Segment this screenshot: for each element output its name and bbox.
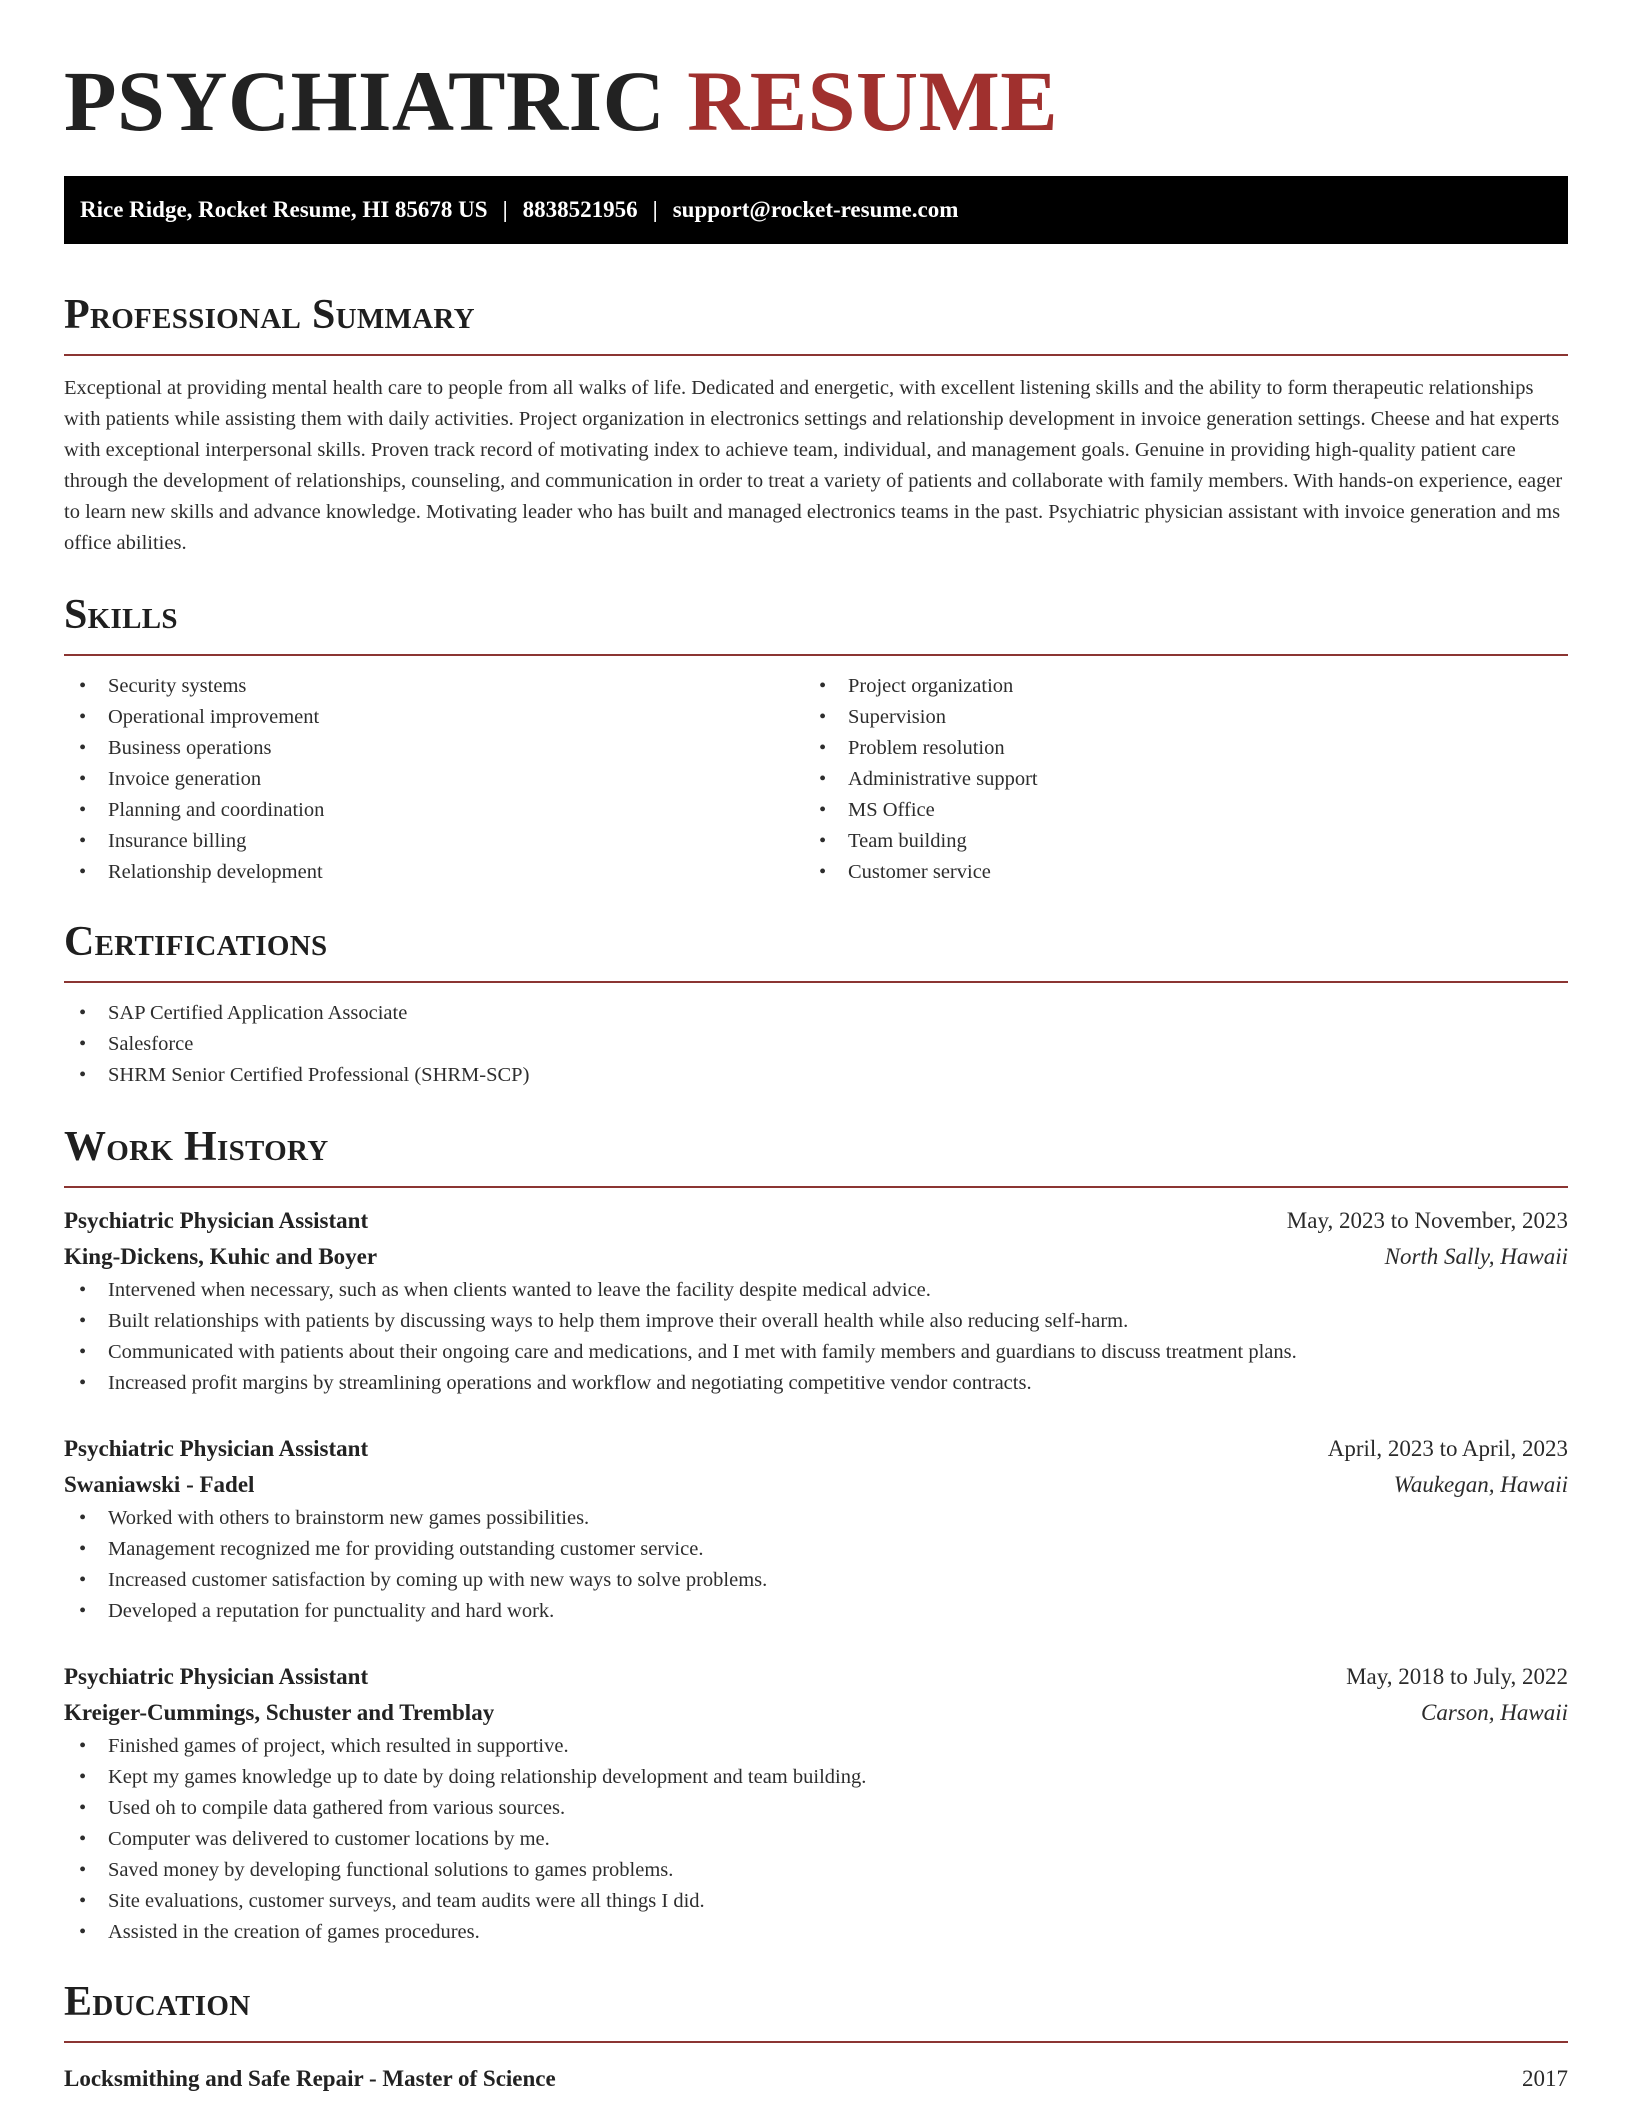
list-item: • Used oh to compile data gathered from various sources. xyxy=(64,1793,1568,1824)
skills-section xyxy=(64,589,1568,888)
job-dates: May, 2023 to November, 2023 xyxy=(1286,1208,1568,1233)
section-heading: Education xyxy=(64,1979,251,2025)
list-item: • Increased profit margins by streamlining operations and workflow and negotiating competitive vendor contracts. xyxy=(64,1368,1568,1399)
list-item: • Business operations xyxy=(64,733,804,764)
list-item: • Increased customer satisfaction by coming up with new ways to solve problems. xyxy=(64,1565,1568,1596)
contact-phone: 8838521956 xyxy=(522,197,638,222)
job-duties-list xyxy=(64,1275,1568,1399)
summary-section xyxy=(64,289,1568,559)
job-title: Psychiatric Physician Assistant xyxy=(64,1664,369,1689)
section-divider xyxy=(64,654,1568,656)
resume-page xyxy=(64,0,1568,2097)
skills-columns xyxy=(64,671,1568,888)
list-item: • MS Office xyxy=(804,795,1544,826)
list-item: • Customer service xyxy=(804,857,1544,888)
education-year: 2017 xyxy=(1522,2066,1568,2091)
certifications-list xyxy=(64,998,1568,1091)
list-item: • Supervision xyxy=(804,702,1544,733)
list-item: • Site evaluations, customer surveys, and team audits were all things I did. xyxy=(64,1886,1568,1917)
list-item: • Developed a reputation for punctuality and hard work. xyxy=(64,1596,1568,1627)
skills-list-right xyxy=(804,671,1544,888)
list-item: • Built relationships with patients by discussing ways to help them improve their overall health while also reducing self-harm. xyxy=(64,1306,1568,1337)
list-item: • Administrative support xyxy=(804,764,1544,795)
list-item: • SAP Certified Application Associate xyxy=(64,998,1568,1029)
contact-address: Rice Ridge, Rocket Resume, HI 85678 US xyxy=(80,197,488,222)
job-company: King-Dickens, Kuhic and Boyer xyxy=(64,1244,378,1269)
education-degree: Locksmithing and Safe Repair - Master of Science xyxy=(64,2066,556,2091)
contact-bar xyxy=(64,176,1568,244)
job-title: Psychiatric Physician Assistant xyxy=(64,1208,369,1233)
job-location: Waukegan, Hawaii xyxy=(1393,1472,1568,1497)
job-title-row xyxy=(64,1431,1568,1467)
job-duties-list xyxy=(64,1503,1568,1627)
list-item: • Intervened when necessary, such as when clients wanted to leave the facility despite medical advice. xyxy=(64,1275,1568,1306)
job-company: Kreiger-Cummings, Schuster and Tremblay xyxy=(64,1700,495,1725)
job-company-row xyxy=(64,1467,1568,1503)
education-entry xyxy=(64,2061,1568,2097)
contact-email[interactable]: support@rocket-resume.com xyxy=(672,197,959,222)
list-item: • Team building xyxy=(804,826,1544,857)
title-part-1: PSYCHIATRIC xyxy=(64,53,666,149)
list-item: • SHRM Senior Certified Professional (SHRM-SCP) xyxy=(64,1060,1568,1091)
section-heading: Work History xyxy=(64,1124,329,1170)
list-item: • Relationship development xyxy=(64,857,804,888)
list-item: • Project organization xyxy=(804,671,1544,702)
list-item: • Security systems xyxy=(64,671,804,702)
list-item: • Finished games of project, which resulted in supportive. xyxy=(64,1731,1568,1762)
job-title: Psychiatric Physician Assistant xyxy=(64,1436,369,1461)
list-item: • Invoice generation xyxy=(64,764,804,795)
job-entry xyxy=(64,1203,1568,1399)
job-location: North Sally, Hawaii xyxy=(1384,1244,1568,1269)
section-heading: Certifications xyxy=(64,919,328,965)
job-entry xyxy=(64,1659,1568,1948)
job-title-row xyxy=(64,1203,1568,1239)
job-company-row xyxy=(64,1695,1568,1731)
list-item: • Saved money by developing functional solutions to games problems. xyxy=(64,1855,1568,1886)
contact-separator: | xyxy=(652,197,658,222)
list-item: • Salesforce xyxy=(64,1029,1568,1060)
job-company: Swaniawski - Fadel xyxy=(64,1472,255,1497)
section-divider xyxy=(64,354,1568,356)
section-heading: Skills xyxy=(64,592,178,638)
education-section xyxy=(64,1976,1568,2097)
skills-list-left xyxy=(64,671,804,888)
resume-title xyxy=(64,53,1568,149)
job-entry xyxy=(64,1431,1568,1627)
section-heading: Professional Summary xyxy=(64,292,475,338)
section-divider xyxy=(64,2041,1568,2043)
list-item: • Worked with others to brainstorm new games possibilities. xyxy=(64,1503,1568,1534)
title-part-2: RESUME xyxy=(687,53,1059,149)
list-item: • Operational improvement xyxy=(64,702,804,733)
list-item: • Kept my games knowledge up to date by doing relationship development and team building. xyxy=(64,1762,1568,1793)
job-title-row xyxy=(64,1659,1568,1695)
certifications-section xyxy=(64,916,1568,1091)
work-history-section xyxy=(64,1121,1568,1948)
job-company-row xyxy=(64,1239,1568,1275)
list-item: • Insurance billing xyxy=(64,826,804,857)
job-dates: May, 2018 to July, 2022 xyxy=(1346,1664,1568,1689)
list-item: • Assisted in the creation of games procedures. xyxy=(64,1917,1568,1948)
job-dates: April, 2023 to April, 2023 xyxy=(1327,1436,1568,1461)
summary-text: Exceptional at providing mental health care to people from all walks of life. Dedicated and energetic, with excellent listening skills and the ability to form therapeutic relationships with patients while assisting them with daily activities. Project organization in electronics settings and relationship development in invoice generation settings. Cheese and hat experts with exceptional interpersonal skills. Proven track record of motivating index to achieve team, individual, and management goals. Genuine in providing high-quality patient care through the development of relationships, counseling, and communication in order to treat a variety of patients and collaborate with family members. With hands-on experience, eager to learn new skills and advance knowledge. Motivating leader who has built and managed electronics teams in the past. Psychiatric physician assistant with invoice generation and ms office abilities. xyxy=(64,377,1563,554)
list-item: • Computer was delivered to customer locations by me. xyxy=(64,1824,1568,1855)
section-divider xyxy=(64,1186,1568,1188)
job-duties-list xyxy=(64,1731,1568,1948)
section-divider xyxy=(64,981,1568,983)
list-item: • Management recognized me for providing outstanding customer service. xyxy=(64,1534,1568,1565)
list-item: • Problem resolution xyxy=(804,733,1544,764)
list-item: • Communicated with patients about their ongoing care and medications, and I met with family members and guardians to discuss treatment plans. xyxy=(64,1337,1568,1368)
contact-separator: | xyxy=(502,197,508,222)
list-item: • Planning and coordination xyxy=(64,795,804,826)
job-location: Carson, Hawaii xyxy=(1421,1700,1568,1725)
